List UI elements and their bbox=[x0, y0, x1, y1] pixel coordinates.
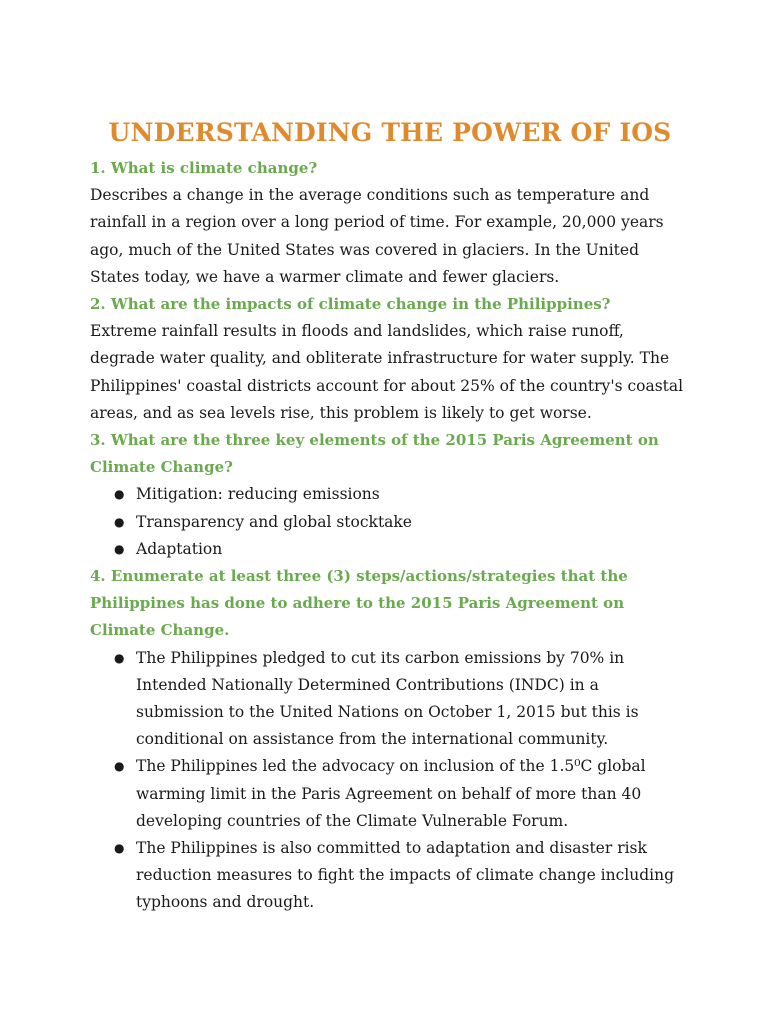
bullet-icon: ● bbox=[114, 514, 125, 529]
list-item-text: The Philippines led the advocacy on inclusion of the 1.5⁰C global warming limit in the Paris Agreement on behalf of more than 40 developing countries of the Climate Vulnerable Forum. bbox=[136, 757, 646, 830]
list-item bbox=[112, 481, 690, 508]
document-title: UNDERSTANDING THE POWER OF IOS bbox=[108, 118, 672, 147]
list-item bbox=[112, 509, 690, 536]
list-item bbox=[112, 753, 690, 835]
bullet-icon: ● bbox=[114, 541, 125, 556]
document-page bbox=[90, 118, 690, 917]
question-3: 3. What are the three key elements of the 2015 Paris Agreement on Climate Change? bbox=[90, 431, 659, 477]
list-item bbox=[112, 536, 690, 563]
bullet-icon: ● bbox=[114, 487, 125, 502]
philippines-actions-list bbox=[90, 645, 690, 917]
list-item-text: Mitigation: reducing emissions bbox=[136, 485, 380, 504]
question-4: 4. Enumerate at least three (3) steps/actions/strategies that the Philippines has done to adhere to the 2015 Paris Agreement on Climate Change. bbox=[90, 567, 628, 640]
list-item-text: Transparency and global stocktake bbox=[136, 512, 412, 531]
answer-1: Describes a change in the average conditions such as temperature and rainfall in a region over a long period of time. For example, 20,000 years ago, much of the United States was covered in glaciers. In the United States today, we have a warmer climate and fewer glaciers. bbox=[90, 186, 664, 286]
question-2: 2. What are the impacts of climate change in the Philippines? bbox=[90, 295, 611, 314]
bullet-icon: ● bbox=[114, 759, 125, 774]
question-1: 1. What is climate change? bbox=[90, 159, 318, 177]
answer-2: Extreme rainfall results in floods and landslides, which raise runoff, degrade water quality, and obliterate infrastructure for water supply. The Philippines' coastal districts account for about 25% of the country's coastal areas, and as sea levels rise, this problem is likely to get worse. bbox=[90, 322, 684, 422]
bullet-icon: ● bbox=[114, 650, 125, 665]
list-item-text: The Philippines pledged to cut its carbon emissions by 70% in Intended Nationally Determined Contributions (INDC) in a submission to the United Nations on October 1, 2015 but this is conditional on assistance from the international community. bbox=[136, 648, 639, 749]
list-item bbox=[112, 835, 690, 917]
list-item-text: The Philippines is also committed to adaptation and disaster risk reduction measures to fight the impacts of climate change including typhoons and drought. bbox=[136, 839, 675, 912]
list-item-text: Adaptation bbox=[136, 539, 223, 558]
list-item bbox=[112, 645, 690, 754]
bullet-icon: ● bbox=[114, 841, 125, 856]
paris-agreement-elements-list bbox=[90, 481, 690, 563]
